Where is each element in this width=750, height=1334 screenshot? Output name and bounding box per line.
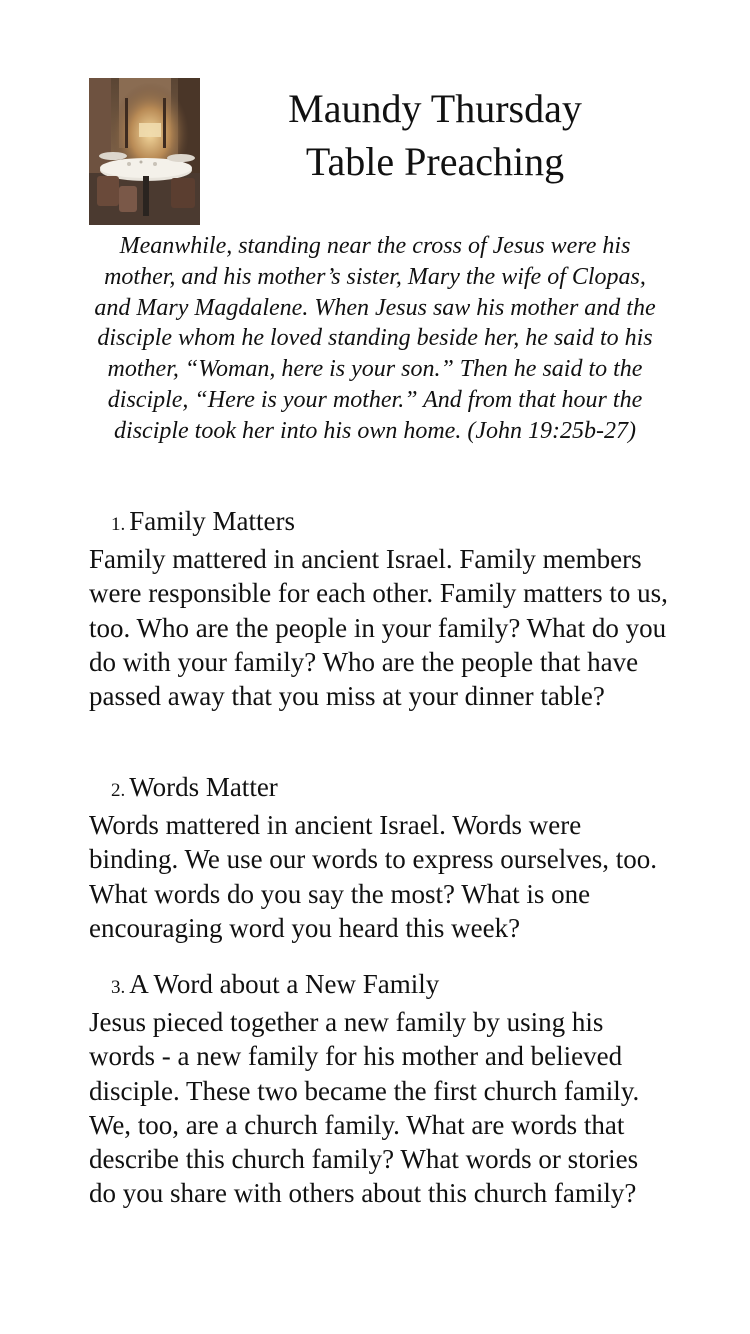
scripture-passage: Meanwhile, standing near the cross of Jesus were his mother, and his mother’s sister, Mary the wife of Clopas, and Mary Magdalene. When Jesus saw his mother and the disciple whom he loved standing beside her, he said to his mother, “Woman, here is your son.” Then he said to the disciple, “Here is your mother.” And from that hour the disciple took her into his own home. (John 19:25b-27) <box>94 233 656 444</box>
title-line-2: Table Preaching <box>305 139 565 184</box>
section-number: 3. <box>111 977 126 998</box>
section-heading-text: Family Matters <box>129 506 295 536</box>
section-new-family <box>89 967 669 1211</box>
section-heading-text: A Word about a New Family <box>129 969 440 999</box>
section-heading <box>89 967 669 1005</box>
dining-room-photo <box>89 78 200 225</box>
title-line-1: Maundy Thursday <box>288 86 582 131</box>
section-words-matter <box>89 770 669 945</box>
section-heading-text: Words Matter <box>129 772 278 802</box>
section-body: Jesus pieced together a new family by using his words - a new family for his mother and believed disciple. These two became the first church family. We, too, are a church family. What are words that describe this church family? What words or stories do you share with others about this church family? <box>89 1007 640 1209</box>
page-title <box>210 82 660 188</box>
section-heading <box>89 770 669 808</box>
section-body: Words mattered in ancient Israel. Words were binding. We use our words to express ourselves, too. What words do you say the most? What is one encouraging word you heard this week? <box>89 810 658 943</box>
section-body: Family mattered in ancient Israel. Family members were responsible for each other. Family matters to us, too. Who are the people in your family? What do you do with your family? Who are the people that have passed away that you miss at your dinner table? <box>89 544 668 712</box>
section-heading <box>89 504 669 542</box>
section-number: 2. <box>111 780 126 801</box>
section-number: 1. <box>111 514 126 535</box>
section-family-matters <box>89 504 669 713</box>
